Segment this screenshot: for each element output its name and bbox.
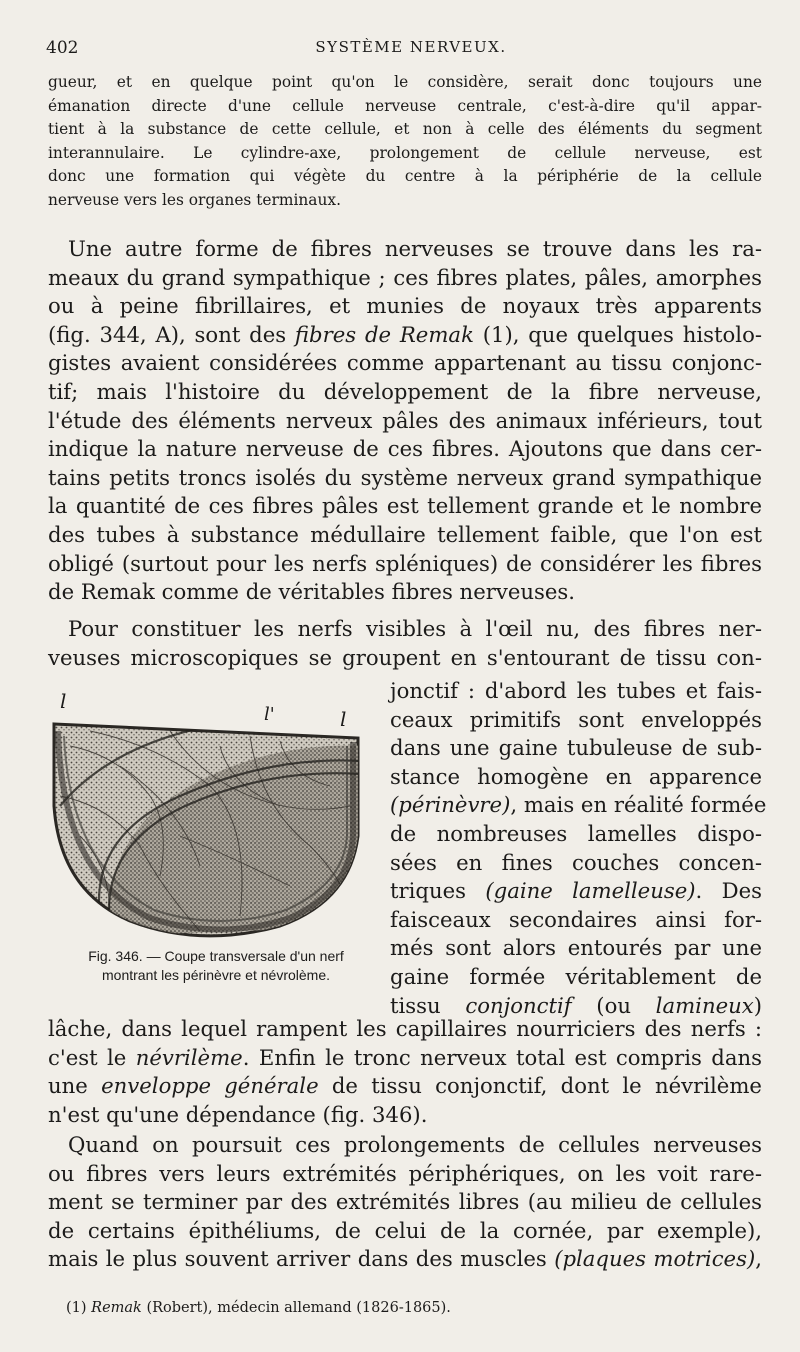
paragraph-quand: [48, 1131, 762, 1274]
italic-term: (gaine lamelleuse): [485, 878, 696, 904]
text-line: n'est qu'une dépendance (fig. 346).: [48, 1101, 428, 1127]
text-line: [48, 1245, 762, 1274]
text-run: ): [753, 992, 763, 1018]
text-run: une: [48, 1073, 102, 1099]
paragraph-pour-wrap-column: [390, 677, 767, 1020]
text-line: l'étude des éléments nerveux pâles des animaux inférieurs, tout: [48, 407, 762, 433]
text-line: de certains épithéliums, de celui de la cornée, par exemple),: [48, 1217, 762, 1243]
text-line: jonctif : d'abord les tubes et fais-: [390, 678, 762, 703]
paragraph-continuation: [48, 71, 762, 212]
text-line: gaine formée véritablement de: [390, 963, 762, 989]
figure-label-l-left: l: [60, 689, 67, 713]
text-run: (1), que quelques histolo-: [473, 321, 762, 347]
text-line: tif; mais l'histoire du développement de la fibre nerveuse,: [48, 378, 762, 404]
caption-line: Fig. 346. — Coupe transversale d'un nerf: [88, 948, 344, 964]
text-run: c'est le: [48, 1044, 136, 1070]
text-run: , mais en réalité formée: [510, 792, 767, 818]
italic-term: lamineux: [655, 992, 754, 1018]
text-run: . Enfin le tronc nerveux total est compris dans: [242, 1044, 763, 1070]
text-line: stance homogène en apparence: [390, 763, 762, 789]
paragraph-pour-start: [48, 615, 762, 672]
text-line: gistes avaient considérées comme appartenant au tissu conjonc-: [48, 350, 762, 376]
page-number: 402: [46, 38, 79, 58]
footnote: [66, 1300, 451, 1316]
text-line: tains petits troncs isolés du système nerveux grand sympathique: [48, 464, 762, 490]
text-line: ou fibres vers leurs extrémités périphériques, on les voit rare-: [48, 1160, 762, 1186]
italic-term: conjonctif: [465, 992, 572, 1018]
running-title: SYSTÈME NERVEUX.: [315, 38, 507, 56]
figure-caption: [46, 947, 386, 985]
text-line: Quand on poursuit ces prolongements de cellules nerveuses: [68, 1132, 762, 1157]
italic-term: (plaques motrices): [554, 1246, 756, 1272]
text-line: [48, 1072, 762, 1101]
paragraph-remak-fibres: [48, 235, 762, 607]
text-line: obligé (surtout pour les nerfs spléniques) de considérer les fibres: [48, 550, 762, 576]
text-line: més sont alors entourés par une: [390, 935, 762, 961]
italic-term: fibres de Remak: [294, 321, 474, 347]
text-line: des tubes à substance médullaire tellement faible, que l'on est: [48, 521, 762, 547]
text-line: sées en fines couches concen-: [390, 849, 762, 875]
text-line: donc une formation qui végète du centre à la périphérie de la cellule: [48, 167, 762, 185]
text-line: ment se terminer par des extrémités libres (au milieu de cellules: [48, 1189, 762, 1215]
footnote-name: Remak: [91, 1300, 142, 1316]
italic-term: névrilème: [135, 1044, 243, 1070]
text-line: Pour constituer les nerfs visibles à l'œil nu, des fibres ner-: [68, 616, 762, 641]
text-line: Une autre forme de fibres nerveuses se trouve dans les ra-: [68, 236, 762, 261]
text-run: (ou: [571, 992, 656, 1018]
text-line: meaux du grand sympathique ; ces fibres plates, pâles, amorphes: [48, 264, 762, 290]
text-line: tient à la substance de cette cellule, et non à celle des éléments du segment: [48, 120, 762, 138]
text-line: dans une gaine tubuleuse de sub-: [390, 735, 762, 761]
running-head: [46, 38, 776, 60]
text-line: lâche, dans lequel rampent les capillaires nourriciers des nerfs :: [48, 1016, 762, 1041]
italic-term: enveloppe générale: [101, 1073, 319, 1099]
text-line: de Remak comme de véritables fibres nerveuses.: [48, 579, 576, 605]
text-line: nerveuse vers les organes terminaux.: [48, 190, 341, 209]
text-line: [48, 321, 762, 350]
text-run: (fig. 344, A), sont des: [48, 321, 295, 347]
text-line: interannulaire. Le cylindre-axe, prolongement de cellule nerveuse, est: [48, 143, 762, 162]
text-line: [48, 1044, 762, 1073]
nerve-section-shape: [54, 724, 368, 936]
text-line: faisceaux secondaires ainsi for-: [390, 906, 762, 932]
text-line: [390, 791, 767, 820]
text-run: ,: [755, 1246, 762, 1272]
text-line: indique la nature nerveuse de ces fibres. Ajoutons que dans cer-: [48, 436, 762, 462]
footnote-marker: (1): [66, 1300, 92, 1316]
text-line: ceaux primitifs sont enveloppés: [390, 706, 762, 732]
footnote-text: (Robert), médecin allemand (1826-1865).: [141, 1300, 451, 1316]
figure-label-l-prime: l': [264, 704, 275, 725]
text-run: triques: [390, 878, 486, 904]
text-run: . Des: [695, 878, 762, 904]
text-line: gueur, et en quelque point qu'on le considère, serait donc toujours une: [48, 73, 762, 91]
text-line: ou à peine fibrillaires, et munies de noyaux très apparents: [48, 293, 762, 319]
text-line: [390, 877, 762, 906]
italic-term: (périnèvre): [390, 792, 511, 818]
text-line: veuses microscopiques se groupent en s'entourant de tissu con-: [48, 644, 762, 670]
text-run: de tissu conjonctif, dont le névrilème: [318, 1073, 762, 1099]
text-run: tissu: [390, 992, 466, 1018]
text-run: mais le plus souvent arriver dans des muscles: [48, 1246, 555, 1272]
text-line: émanation directe d'une cellule nerveuse centrale, c'est-à-dire qu'il appar-: [48, 96, 762, 115]
paragraph-pour-end: [48, 1015, 762, 1129]
text-line: la quantité de ces fibres pâles est tellement grande et le nombre: [48, 493, 762, 519]
nerve-cross-section-figure: [50, 686, 368, 948]
text-line: de nombreuses lamelles dispo-: [390, 820, 762, 846]
caption-line: montrant les périnèvre et névrolème.: [102, 967, 330, 983]
figure-label-l-right: l: [340, 707, 347, 731]
